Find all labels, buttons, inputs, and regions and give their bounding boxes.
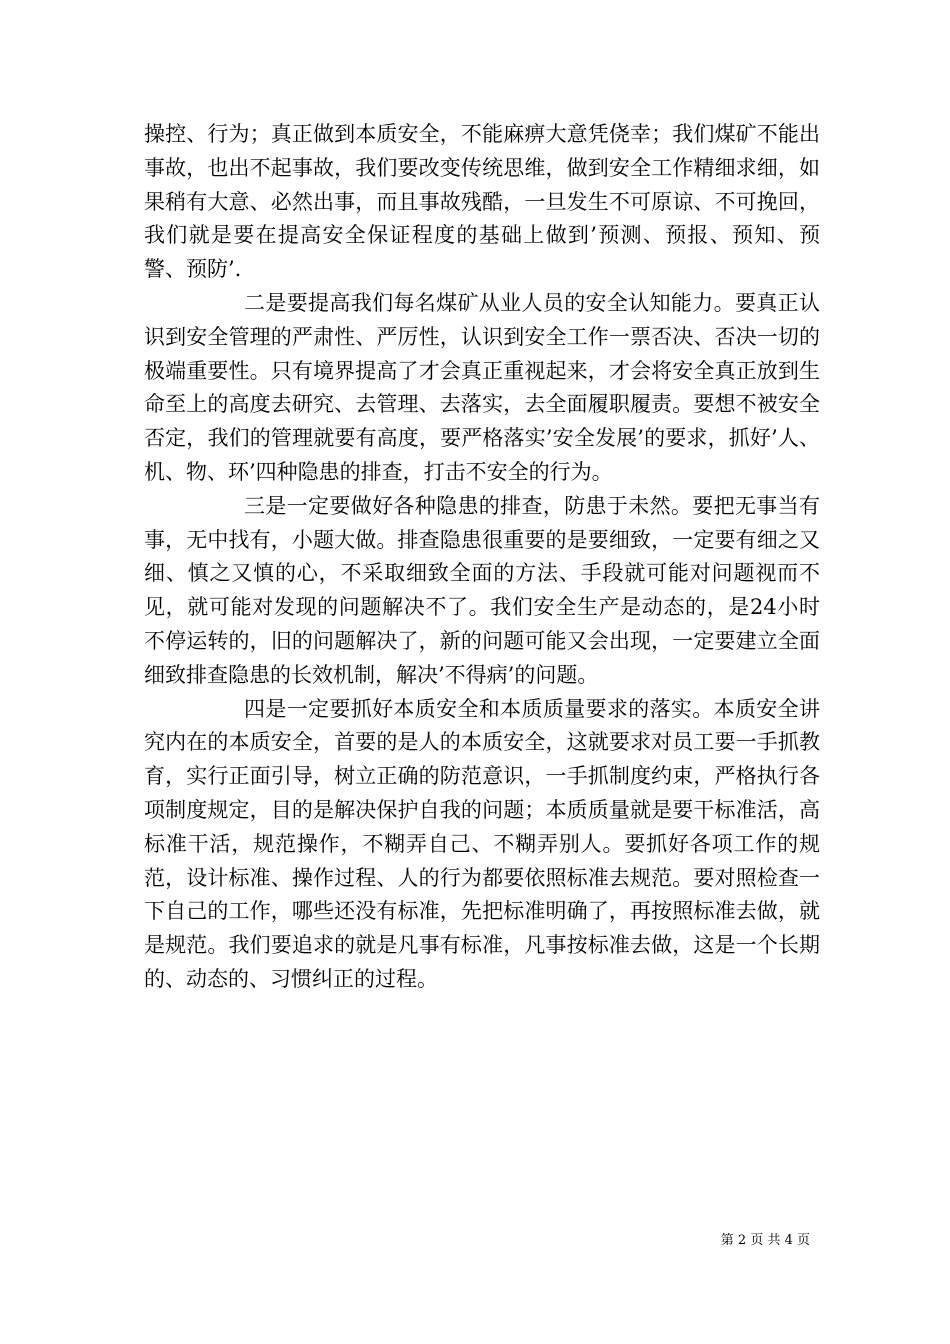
page-body — [144, 118, 820, 997]
page-number-footer: 第 2 页 共 4 页 — [720, 1233, 810, 1248]
paragraph-point-two: 二是要提高我们每名煤矿从业人员的安全认知能力。要真正认识到安全管理的严肃性、严厉性，认识到安全工作一票否决、否决一切的极端重要性。只有境界提高了才会真正重视起来，才会将安全真正放到生命至上的高度去研究、去管理、去落实，去全面履职履责。要想不被安全否定，我们的管理就要有高度，要严格落实’安全发展’的要求，抓好’人、机、物、环’四种隐患的排查，打击不安全的行为。 — [144, 290, 820, 484]
paragraph-point-three: 三是一定要做好各种隐患的排查，防患于未然。要把无事当有事，无中找有，小题大做。排查隐患很重要的是要细致，一定要有细之又细、慎之又慎的心，不采取细致全面的方法、手段就可能对问题视而不见，就可能对发现的问题解决不了。我们安全生产是动态的，是24小时不停运转的，旧的问题解决了，新的问题可能又会出现，一定要建立全面细致排查隐患的长效机制，解决’不得病’的问题。 — [144, 493, 820, 687]
paragraph-point-four: 四是一定要抓好本质安全和本质质量要求的落实。本质安全讲究内在的本质安全，首要的是人的本质安全，这就要求对员工要一手抓教育，实行正面引导，树立正确的防范意识，一手抓制度约束，严格执行各项制度规定，目的是解决保护自我的问题；本质质量就是要干标准活，高标准干活，规范操作，不糊弄自己、不糊弄别人。要抓好各项工作的规范，设计标准、操作过程、人的行为都要依照标准去规范。要对照检查一下自己的工作，哪些还没有标准，先把标准明确了，再按照标准去做，就是规范。我们要追求的就是凡事有标准，凡事按标准去做，这是一个长期的、动态的、习惯纠正的过程。 — [144, 696, 820, 991]
paragraph-continuation: 操控、行为；真正做到本质安全，不能麻痹大意凭侥幸；我们煤矿不能出事故，也出不起事故，我们要改变传统思维，做到安全工作精细求细，如果稍有大意、必然出事，而且事故残酷，一旦发生不可原谅、不可挽回，我们就是要在提高安全保证程度的基础上做到’预测、预报、预知、预警、预防’. — [144, 122, 820, 282]
